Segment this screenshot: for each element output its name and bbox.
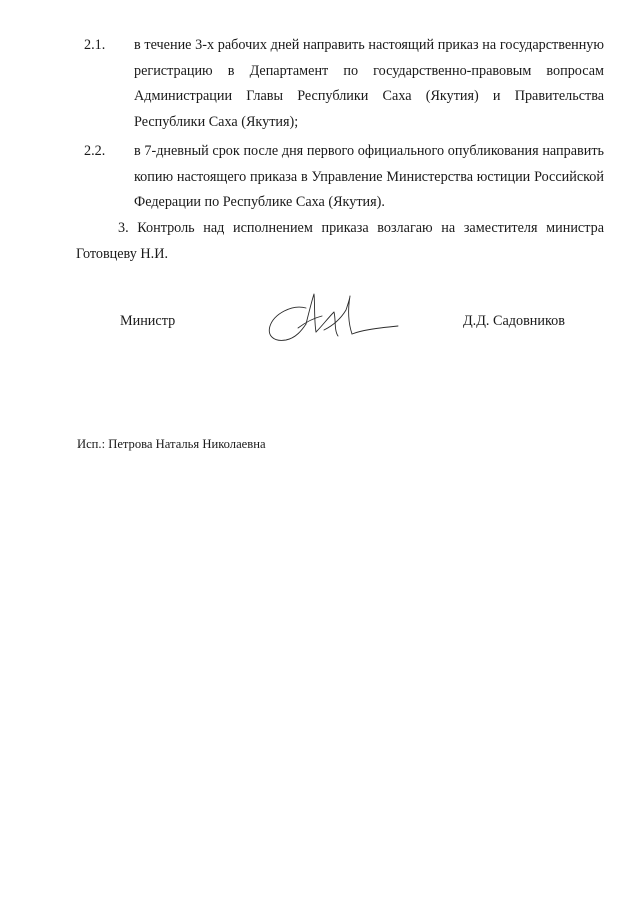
item-text: в 7-дневный срок после дня первого официального опубликования направить копию настоящего приказа в Управление Министерства юстиции Российской Федерации по Республике Саха (Якутия). [134,143,604,210]
signature-block [0,312,640,362]
handwritten-signature [262,290,402,360]
signer-name: Д.Д. Садовников [463,313,565,329]
item-number: 2.2. [84,143,106,159]
executor-line: Исп.: Петрова Наталья Николаевна [77,437,266,451]
item-number: 2.1. [84,37,106,53]
item-text: в течение 3-х рабочих дней направить настоящий приказ на государственную регистрацию в Департамент по государственно-правовым вопросам Администрации Главы Республики Саха (Якутия) и Правительства Республики Саха (Якутия); [134,37,604,130]
list-item-2-1 [84,33,604,135]
signer-role: Министр [120,313,176,329]
list-item-2-2 [84,139,604,216]
paragraph-control: 3. Контроль над исполнением приказа возлагаю на заместителя министра Готовцеву Н.И. [76,220,604,262]
